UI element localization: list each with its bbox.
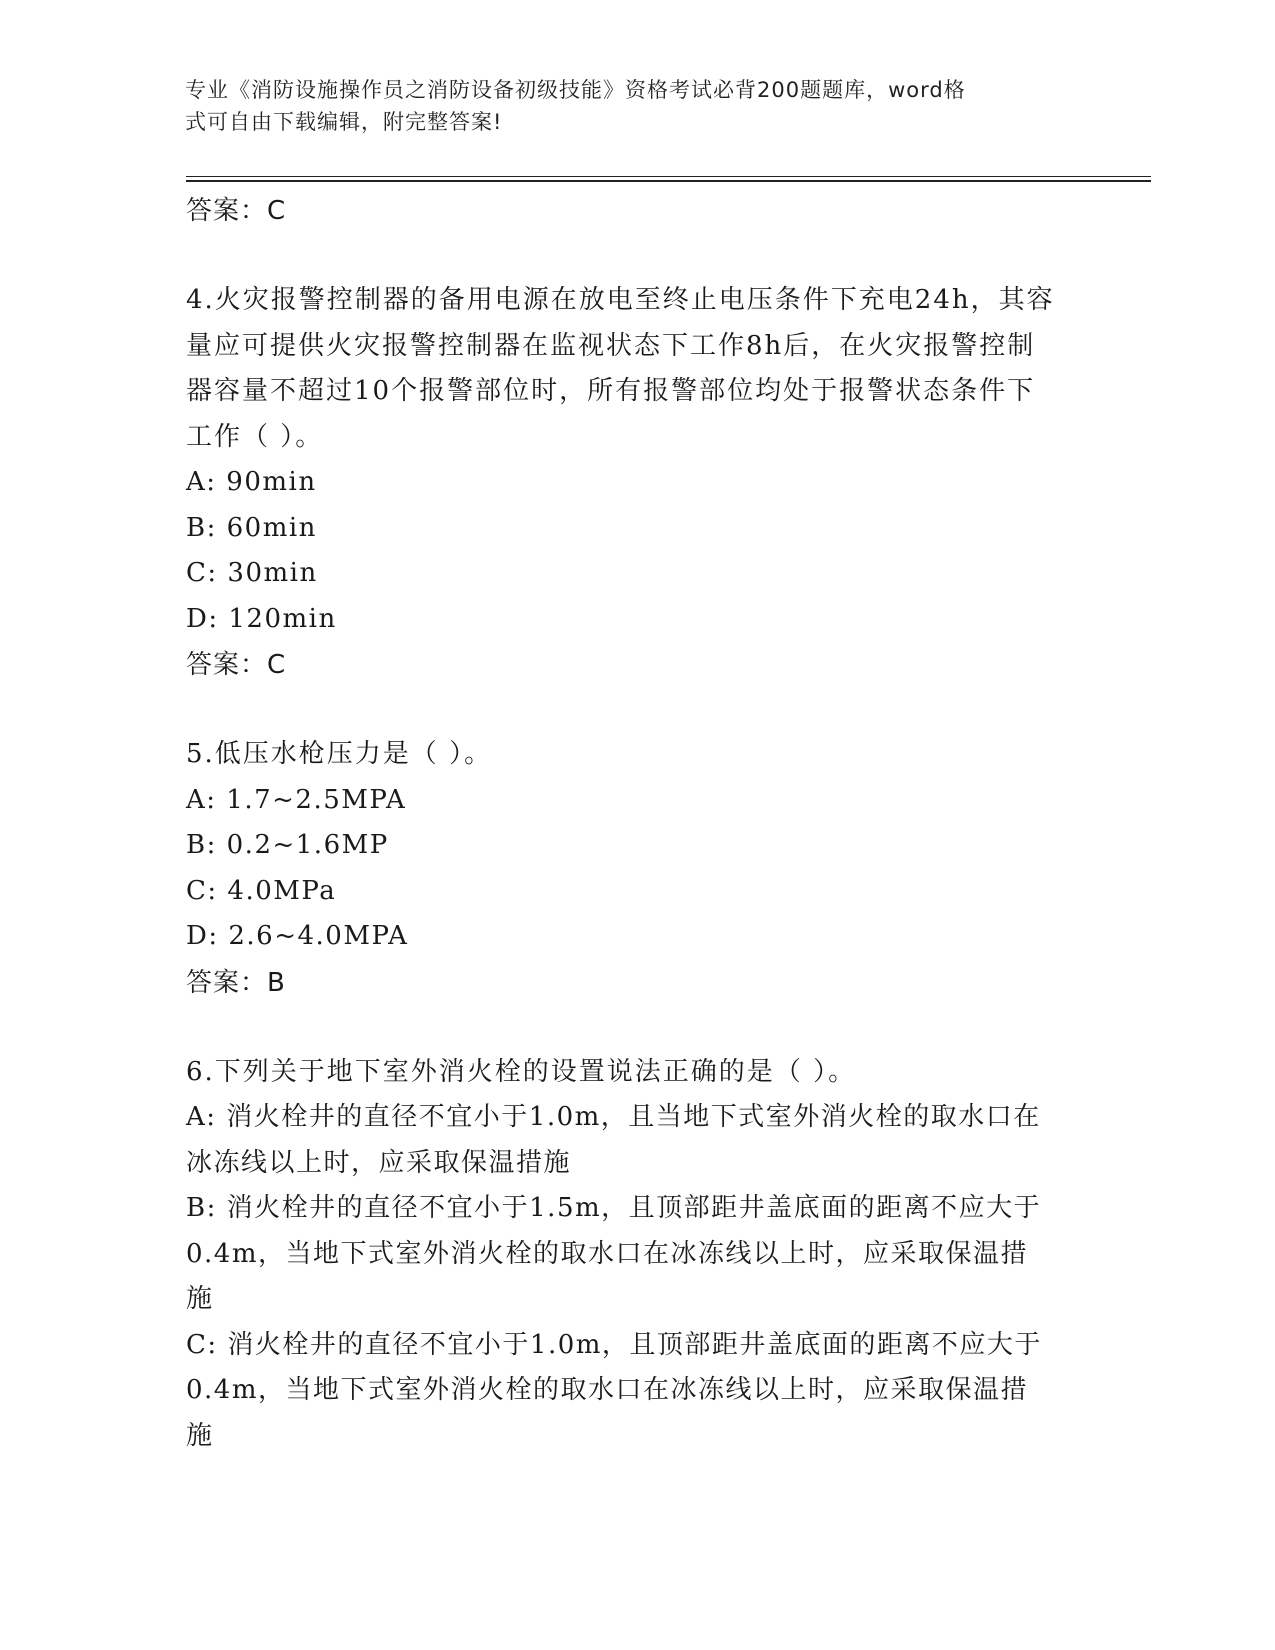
question-6 bbox=[186, 1050, 1086, 1460]
option-c: C: 4.0MPa bbox=[186, 875, 337, 906]
spacer bbox=[186, 234, 1086, 278]
option-c-line: C: 消火栓井的直径不宜小于1.0m，且顶部距井盖底面的距离不应大于 bbox=[186, 1329, 1042, 1360]
question-content bbox=[186, 188, 1086, 1459]
question-text-line: 器容量不超过10个报警部位时，所有报警部位均处于报警状态条件下 bbox=[186, 376, 1036, 406]
option-b-line: 施 bbox=[186, 1284, 214, 1314]
question-text-line: 工作（ ）。 bbox=[186, 421, 324, 452]
page-header bbox=[185, 74, 1065, 138]
question-4 bbox=[186, 278, 1086, 688]
spacer bbox=[186, 1006, 1086, 1050]
header-line-1: 专业《消防设施操作员之消防设备初级技能》资格考试必背200题题库，word格 bbox=[185, 78, 966, 102]
question-text-line: 5.低压水枪压力是（ ）。 bbox=[186, 739, 493, 769]
option-d: D: 120min bbox=[186, 603, 337, 634]
spacer bbox=[186, 688, 1086, 732]
header-divider-thin bbox=[186, 176, 1151, 177]
option-b: B: 60min bbox=[186, 512, 317, 543]
header-line-2: 式可自由下载编辑，附完整答案! bbox=[185, 110, 503, 134]
answer-line: 答案：B bbox=[186, 967, 286, 998]
answer-line: 答案：C bbox=[186, 650, 287, 680]
option-a: A: 90min bbox=[186, 467, 317, 497]
option-b-line: B: 消火栓井的直径不宜小于1.5m，且顶部距井盖底面的距离不应大于 bbox=[186, 1193, 1042, 1223]
option-a-line: A: 消火栓井的直径不宜小于1.0m，且当地下式室外消火栓的取水口在 bbox=[186, 1102, 1041, 1132]
answer-line: 答案：C bbox=[186, 196, 287, 226]
option-b-line: 0.4m，当地下式室外消火栓的取水口在冰冻线以上时，应采取保温措 bbox=[186, 1238, 1029, 1269]
option-b: B: 0.2~1.6MP bbox=[186, 830, 389, 860]
question-5 bbox=[186, 732, 1086, 1006]
option-a: A: 1.7~2.5MPA bbox=[186, 784, 407, 815]
option-c-line: 0.4m，当地下式室外消火栓的取水口在冰冻线以上时，应采取保温措 bbox=[186, 1375, 1029, 1405]
option-a-line: 冰冻线以上时，应采取保温措施 bbox=[186, 1147, 572, 1178]
question-text-line: 6.下列关于地下室外消火栓的设置说法正确的是（ ）。 bbox=[186, 1056, 857, 1087]
question-text-line: 量应可提供火灾报警控制器在监视状态下工作8h后，在火灾报警控制 bbox=[186, 330, 1036, 361]
option-c: C: 30min bbox=[186, 558, 318, 588]
option-d: D: 2.6~4.0MPA bbox=[186, 921, 409, 951]
question-text-line: 4.火灾报警控制器的备用电源在放电至终止电压条件下充电24h，其容 bbox=[186, 285, 1055, 315]
header-divider-thick bbox=[186, 180, 1151, 182]
option-c-line: 施 bbox=[186, 1420, 214, 1451]
